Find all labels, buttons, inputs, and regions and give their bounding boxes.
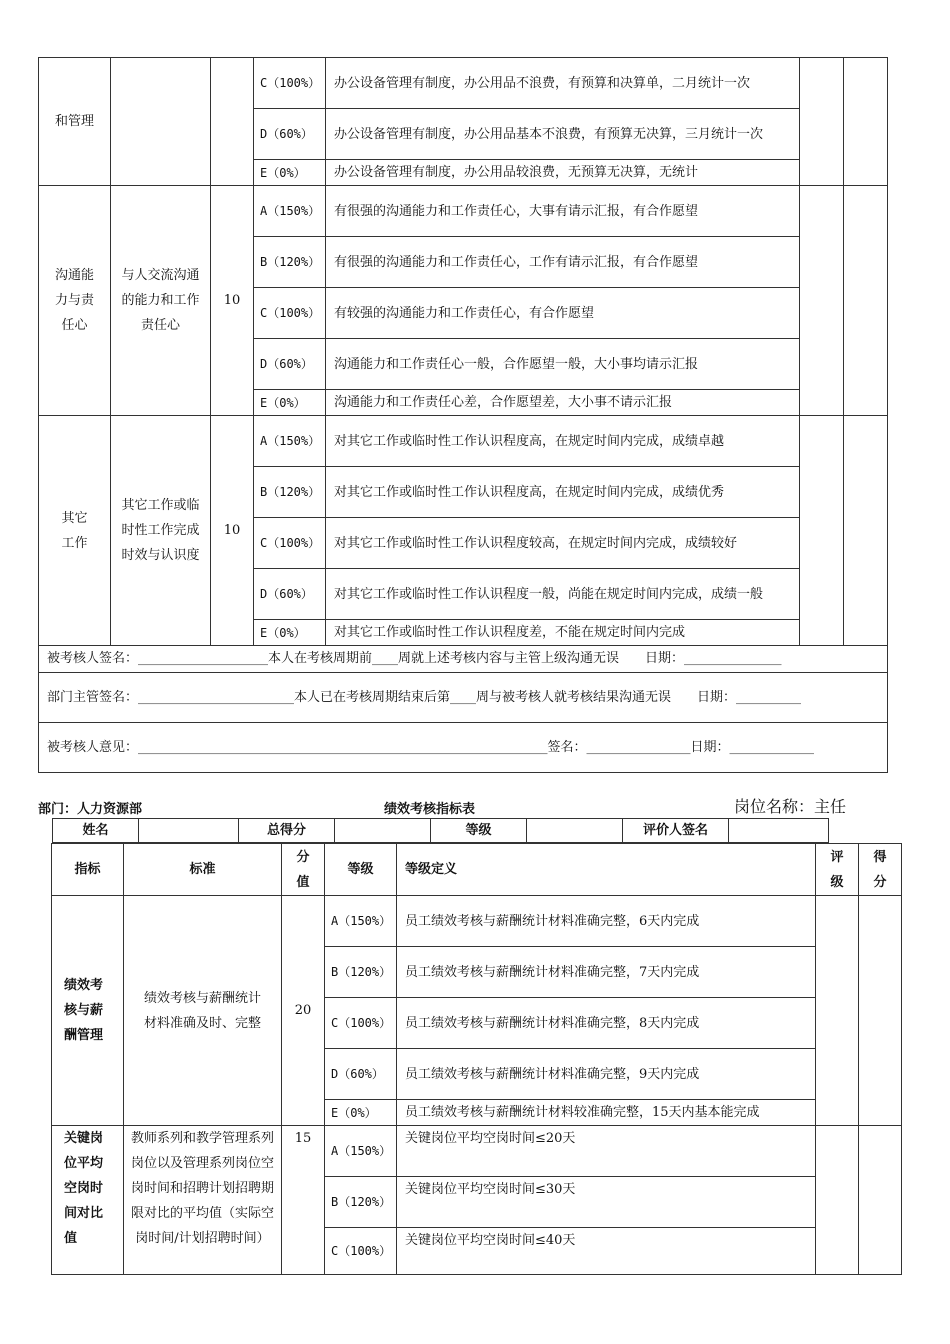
indicator-cell: 关键岗位平均空岗时间对比值	[52, 1126, 124, 1275]
rating-cell[interactable]	[816, 896, 859, 1126]
points-cell[interactable]	[844, 416, 888, 646]
grade-cell: B（120%）	[325, 947, 397, 998]
header-grade: 等级	[325, 844, 397, 896]
header-rating: 评级	[816, 844, 859, 896]
definition-cell: 对其它工作或临时性工作认识程度高，在规定时间内完成，成绩卓越	[326, 416, 800, 467]
grade-cell: A（150%）	[325, 896, 397, 947]
grade-cell: C（100%）	[325, 998, 397, 1049]
grade-cell: A（150%）	[325, 1126, 397, 1177]
definition-cell: 对其它工作或临时性工作认识程度差，不能在规定时间内完成	[326, 620, 800, 646]
supervisor-signature-row	[39, 673, 888, 723]
name-field[interactable]	[139, 819, 239, 843]
table-row	[39, 416, 888, 467]
rating-cell[interactable]	[800, 58, 844, 186]
header-indicator: 指标	[52, 844, 124, 896]
rating-cell[interactable]	[800, 186, 844, 416]
table-row	[39, 58, 888, 109]
examinee-signature-line[interactable]: 被考核人签名：____________________本人在考核周期前____周就上述考核内容与主管上级沟通无误 日期：_______________	[39, 646, 888, 673]
indicator-cell: 和管理	[39, 58, 111, 186]
level-field[interactable]	[527, 819, 623, 843]
grade-cell: E（0%）	[254, 160, 326, 186]
grade-cell: C（100%）	[325, 1228, 397, 1275]
grade-cell: C（100%）	[254, 518, 326, 569]
rater-signature-field[interactable]	[729, 819, 829, 843]
points-cell[interactable]	[859, 896, 902, 1126]
grade-cell: A（150%）	[254, 186, 326, 237]
definition-cell: 沟通能力和工作责任心一般，合作愿望一般，大小事均请示汇报	[326, 339, 800, 390]
standard-cell: 教师系列和教学管理系列岗位以及管理系列岗位空岗时间和招聘计划招聘期限对比的平均值（实际空岗时间/计划招聘时间）	[124, 1126, 282, 1275]
definition-cell: 员工绩效考核与薪酬统计材料准确完整，8天内完成	[397, 998, 816, 1049]
score-cell: 15	[282, 1126, 325, 1275]
definition-cell: 关键岗位平均空岗时间≤30天	[397, 1177, 816, 1228]
score-cell: 20	[282, 896, 325, 1126]
points-cell[interactable]	[844, 186, 888, 416]
table-header-row	[52, 844, 902, 896]
indicator-cell: 其它工作	[39, 416, 111, 646]
name-label: 姓名	[53, 819, 139, 843]
total-score-field[interactable]	[335, 819, 431, 843]
definition-cell: 对其它工作或临时性工作认识程度高，在规定时间内完成，成绩优秀	[326, 467, 800, 518]
definition-cell: 有很强的沟通能力和工作责任心，工作有请示汇报，有合作愿望	[326, 237, 800, 288]
grade-cell: B（120%）	[325, 1177, 397, 1228]
grade-cell: C（100%）	[254, 58, 326, 109]
info-table	[52, 818, 829, 843]
definition-cell: 有较强的沟通能力和工作责任心，有合作愿望	[326, 288, 800, 339]
grade-cell: D（60%）	[254, 109, 326, 160]
header-standard: 标准	[124, 844, 282, 896]
level-label: 等级	[431, 819, 527, 843]
grade-cell: D（60%）	[325, 1049, 397, 1100]
score-cell: 10	[211, 186, 254, 416]
standard-cell	[111, 58, 211, 186]
points-cell[interactable]	[859, 1126, 902, 1275]
grade-cell: B（120%）	[254, 237, 326, 288]
definition-cell: 员工绩效考核与薪酬统计材料准确完整，7天内完成	[397, 947, 816, 998]
grade-cell: B（120%）	[254, 467, 326, 518]
grade-cell: E（0%）	[325, 1100, 397, 1126]
definition-cell: 办公设备管理有制度，办公用品基本不浪费，有预算无决算，三月统计一次	[326, 109, 800, 160]
definition-cell: 办公设备管理有制度，办公用品较浪费，无预算无决算，无统计	[326, 160, 800, 186]
indicator-cell: 绩效考核与薪酬管理	[52, 896, 124, 1126]
form-title: 绩效考核指标表	[384, 802, 476, 817]
table-row	[39, 186, 888, 237]
rating-cell[interactable]	[816, 1126, 859, 1275]
supervisor-signature-line[interactable]: 部门主管签名：________________________本人已在考核周期结束后第____周与被考核人就考核结果沟通无误 日期：__________	[39, 673, 888, 723]
definition-cell: 有很强的沟通能力和工作责任心，大事有请示汇报，有合作愿望	[326, 186, 800, 237]
standard-cell: 绩效考核与薪酬统计材料准确及时、完整	[124, 896, 282, 1126]
top-assessment-table	[38, 57, 888, 773]
position-name: 岗位名称：主任	[734, 797, 847, 816]
grade-cell: A（150%）	[254, 416, 326, 467]
grade-cell: E（0%）	[254, 390, 326, 416]
header-definition: 等级定义	[397, 844, 816, 896]
definition-cell: 对其它工作或临时性工作认识程度一般，尚能在规定时间内完成，成绩一般	[326, 569, 800, 620]
examinee-opinion-row	[39, 723, 888, 773]
grade-cell: C（100%）	[254, 288, 326, 339]
total-score-label: 总得分	[239, 819, 335, 843]
points-cell[interactable]	[844, 58, 888, 186]
standard-cell: 与人交流沟通的能力和工作责任心	[111, 186, 211, 416]
department-label: 部门：人力资源部	[38, 802, 143, 817]
table-row	[52, 1126, 902, 1177]
table-row	[52, 896, 902, 947]
definition-cell: 办公设备管理有制度，办公用品不浪费，有预算和决算单，二月统计一次	[326, 58, 800, 109]
definition-cell: 关键岗位平均空岗时间≤20天	[397, 1126, 816, 1177]
examinee-signature-row	[39, 646, 888, 673]
rater-signature-label: 评价人签名	[623, 819, 729, 843]
definition-cell: 员工绩效考核与薪酬统计材料准确完整，9天内完成	[397, 1049, 816, 1100]
definition-cell: 关键岗位平均空岗时间≤40天	[397, 1228, 816, 1275]
standard-cell: 其它工作或临时性工作完成时效与认识度	[111, 416, 211, 646]
grade-cell: D（60%）	[254, 339, 326, 390]
header-points: 得分	[859, 844, 902, 896]
definition-cell: 对其它工作或临时性工作认识程度较高，在规定时间内完成，成绩较好	[326, 518, 800, 569]
score-cell	[211, 58, 254, 186]
rating-cell[interactable]	[800, 416, 844, 646]
bottom-assessment-table	[51, 843, 902, 1275]
definition-cell: 员工绩效考核与薪酬统计材料准确完整，6天内完成	[397, 896, 816, 947]
grade-cell: E（0%）	[254, 620, 326, 646]
score-cell: 10	[211, 416, 254, 646]
examinee-opinion-line[interactable]: 被考核人意见：_______________________________________________________________签名：________________日期：_____________	[39, 723, 888, 773]
definition-cell: 沟通能力和工作责任心差，合作愿望差，大小事不请示汇报	[326, 390, 800, 416]
header-score: 分值	[282, 844, 325, 896]
definition-cell: 员工绩效考核与薪酬统计材料较准确完整，15天内基本能完成	[397, 1100, 816, 1126]
indicator-cell: 沟通能力与责任心	[39, 186, 111, 416]
grade-cell: D（60%）	[254, 569, 326, 620]
